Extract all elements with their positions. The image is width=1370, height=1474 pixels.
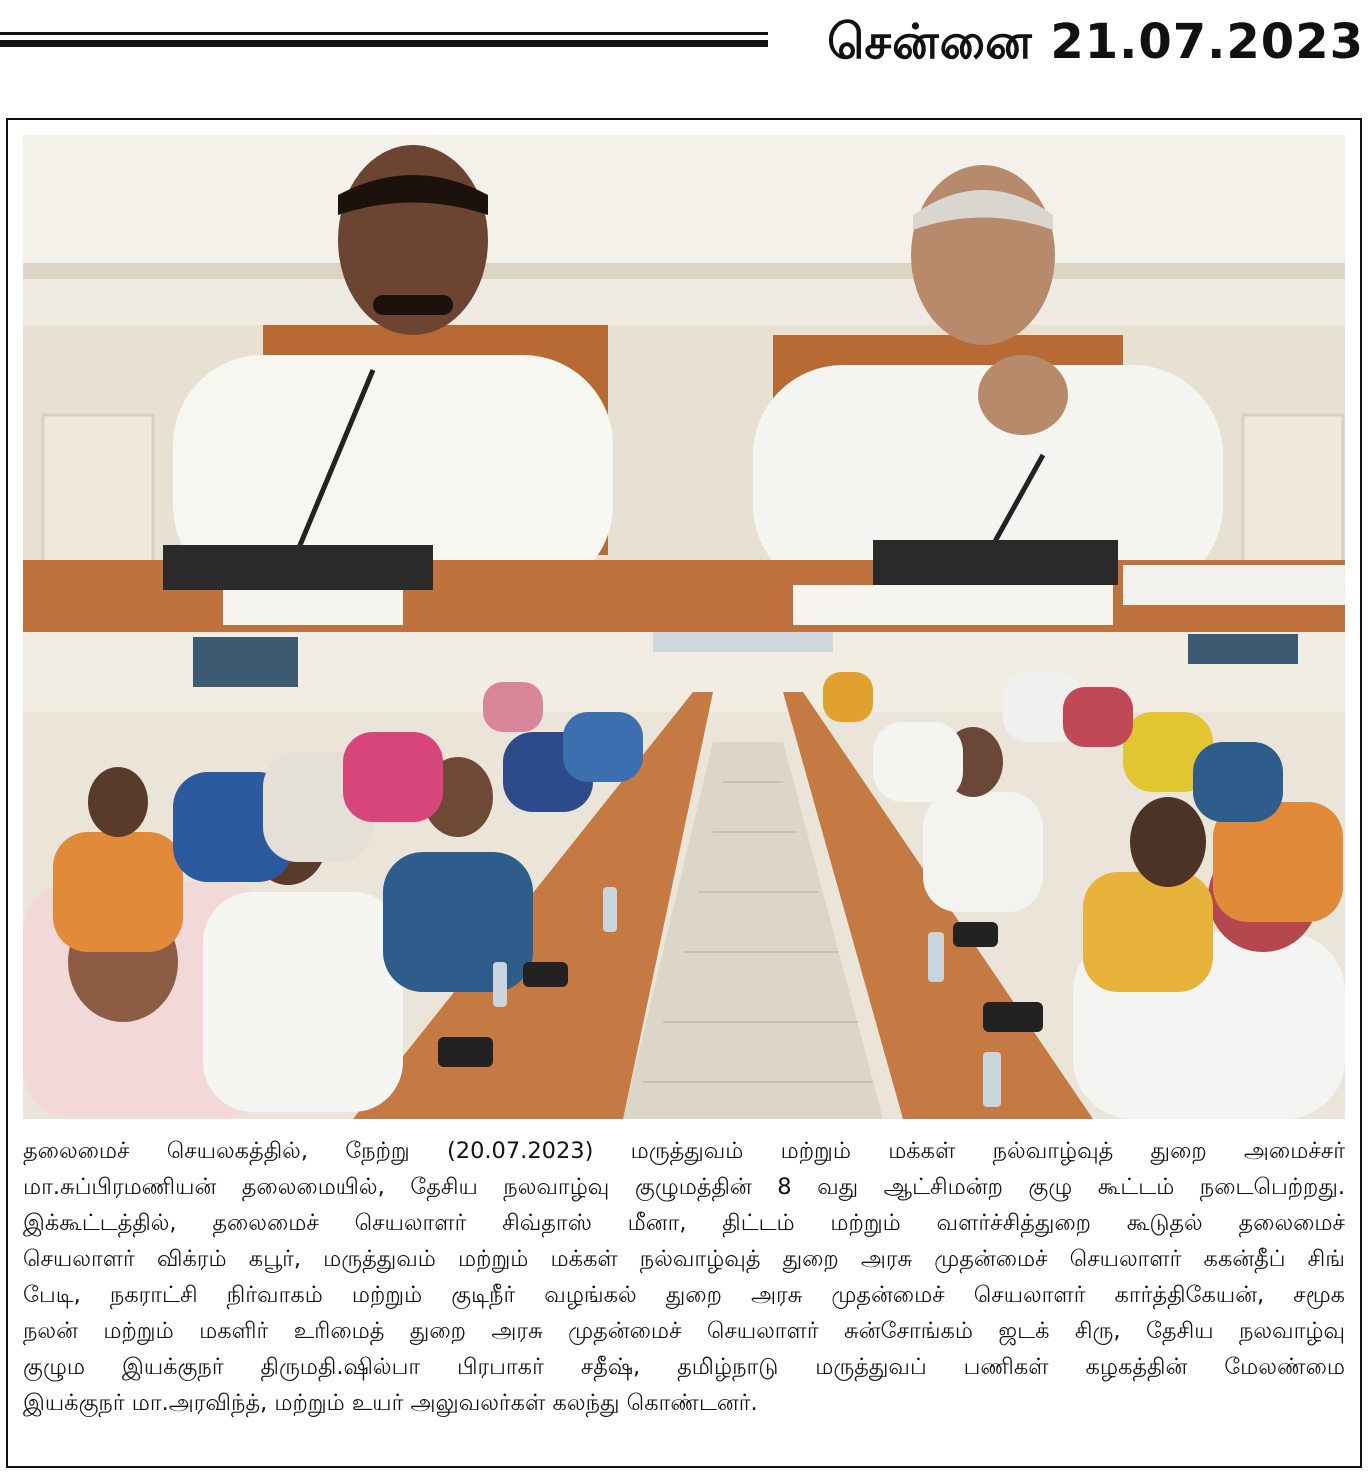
caption-line: இயக்குநர் மா.அரவிந்த், மற்றும் உயர் அலுவலர்கள் கலந்து கொண்டனர். [23,1390,758,1416]
caption-line: குழும இயக்குநர் திருமதி.ஷில்பா பிரபாகர் சதீஷ், தமிழ்நாடு மருத்துவப் பணிகள் கழகத்தின் மேலண்மை [23,1354,1345,1380]
caption-line: இக்கூட்டத்தில், தலைமைச் செயலாளர் சிவ்தாஸ் மீனா, திட்டம் மற்றும் வளர்ச்சித்துறை கூடுதல் தலைமைச் [23,1210,1345,1236]
header-rules [0,32,768,47]
header-rule-thick [0,40,768,47]
caption-line: நலன் மற்றும் மகளிர் உரிமைத் துறை அரசு முதன்மைச் செயலாளர் சுன்சோங்கம் ஜடக் சிரு, தேசிய நலவாழ்வு [23,1318,1345,1344]
page-header [0,0,1370,80]
caption-line: செயலாளர் விக்ரம் கபூர், மருத்துவம் மற்றும் மக்கள் நல்வாழ்வுத் துறை அரசு முதன்மைச் செயலாளர் ககன்தீப் சிங் [23,1246,1345,1272]
caption-line: தலைமைச் செயலகத்தில், நேற்று (20.07.2023) மருத்துவம் மற்றும் மக்கள் நல்வாழ்வுத் துறை அமைச்சர் [23,1138,1345,1164]
ministers-meeting-photo [23,135,1345,632]
caption-line: பேடி, நகராட்சி நிர்வாகம் மற்றும் குடிநீர் வழங்கல் துறை அரசு முதன்மைச் செயலாளர் கார்த்திகேயன், சமூக [23,1282,1345,1308]
photo-caption [23,1133,1345,1453]
dateline: சென்னை 21.07.2023 [827,14,1364,70]
header-rule-thin [0,32,768,35]
conference-hall-photo [23,632,1345,1119]
caption-line: மா.சுப்பிரமணியன் தலைமையில், தேசிய நலவாழ்வு குழுமத்தின் 8 வது ஆட்சிமன்ற குழு கூட்டம் நடைபெற்றது. [23,1174,1345,1200]
